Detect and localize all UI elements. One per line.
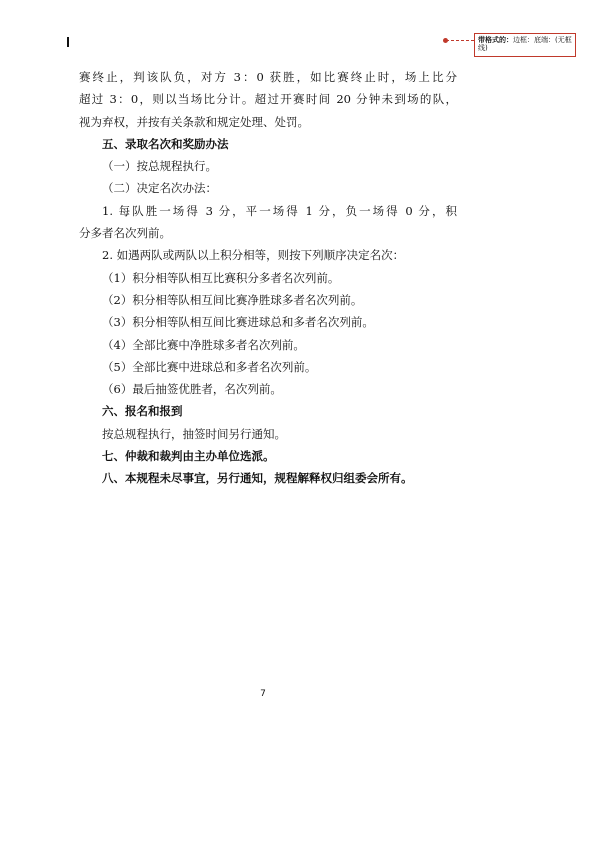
comment-label: 带格式的：: [478, 36, 513, 44]
rule-1-line-1: 1. 每队胜一场得 3 分，平一场得 1 分，负一场得 0 分，积: [102, 203, 457, 218]
document-body: [79, 66, 457, 490]
section-heading-7: 七、仲裁和裁判由主办单位选派。: [102, 449, 275, 464]
format-comment-balloon[interactable]: [474, 33, 576, 57]
tiebreak-item-4: （4）全部比赛中净胜球多者名次列前。: [102, 337, 305, 352]
body-line: 视为弃权，并按有关条款和规定处理、处罚。: [79, 114, 309, 129]
section-heading-8: 八、本规程未尽事宜，另行通知，规程解释权归组委会所有。: [102, 471, 413, 486]
comment-text: 边框：底端：(无框线): [478, 36, 572, 52]
tiebreak-item-2: （2）积分相等队相互间比赛净胜球多者名次列前。: [102, 292, 363, 307]
page-number: 7: [260, 689, 266, 699]
rule-2: 2. 如遇两队或两队以上积分相等，则按下列顺序决定名次：: [102, 248, 405, 263]
tiebreak-item-3: （3）积分相等队相互间比赛进球总和多者名次列前。: [102, 315, 374, 330]
tiebreak-item-6: （6）最后抽签优胜者，名次列前。: [102, 382, 282, 397]
section-heading-5: 五、录取名次和奖励办法: [102, 136, 229, 151]
tiebreak-item-1: （1）积分相等队相互比赛积分多者名次列前。: [102, 270, 340, 285]
page-corner-marker: [67, 37, 69, 47]
tiebreak-item-5: （5）全部比赛中进球总和多者名次列前。: [102, 359, 317, 374]
rule-1-line-2: 分多者名次列前。: [79, 226, 171, 241]
subsection-1: （一）按总规程执行。: [102, 159, 217, 174]
body-line: 赛终止，判该队负，对方 3：0 获胜，如比赛终止时，场上比分: [79, 70, 457, 84]
section-6-text: 按总规程执行，抽签时间另行通知。: [102, 426, 286, 441]
comment-connector-line: [446, 40, 474, 41]
body-line: 超过 3：0，则以当场比分计。超过开赛时间 20 分钟未到场的队，: [79, 92, 457, 107]
section-heading-6: 六、报名和报到: [102, 404, 183, 419]
subsection-2: （二）决定名次办法：: [102, 181, 217, 196]
